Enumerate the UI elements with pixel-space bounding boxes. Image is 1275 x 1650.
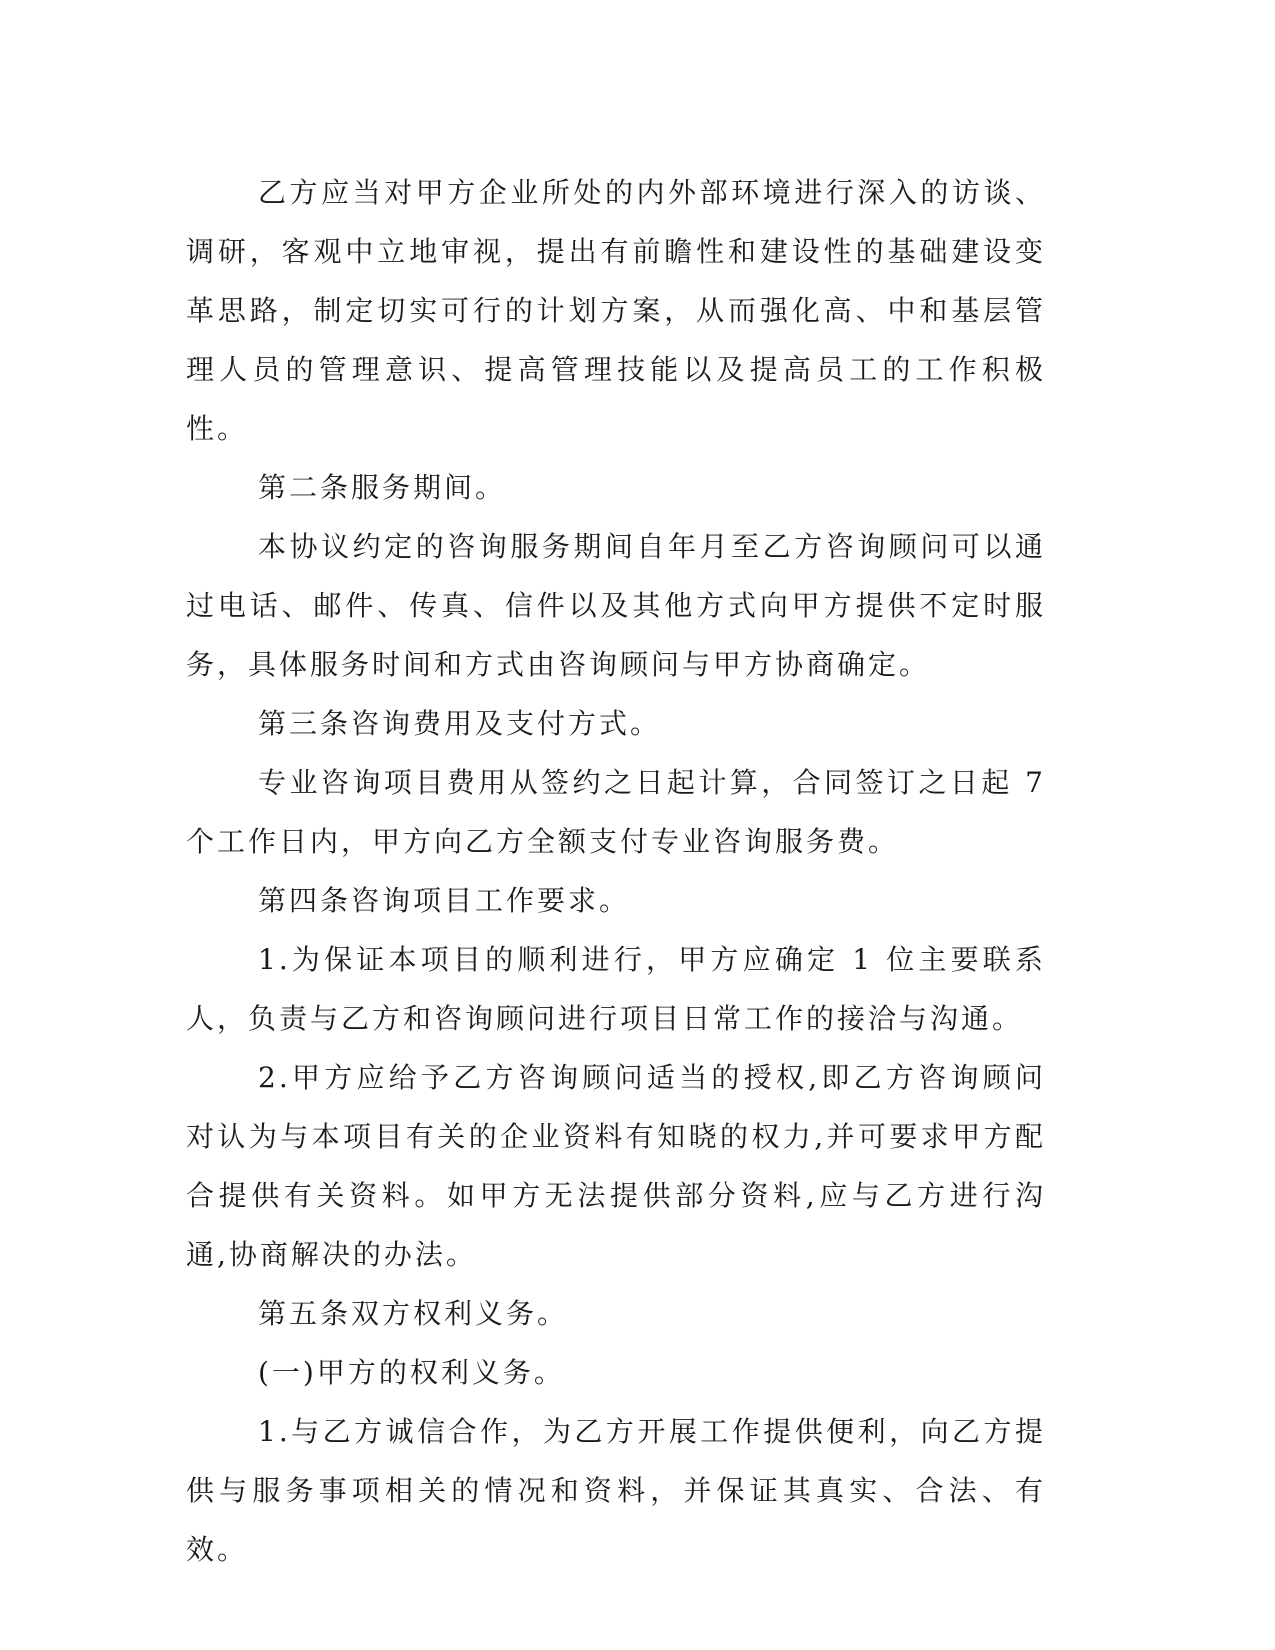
paragraph: 1.为保证本项目的顺利进行，甲方应确定 1 位主要联系人，负责与乙方和咨询顾问进行项目日常工作的接洽与沟通。 — [186, 943, 1046, 1035]
paragraph: 1.与乙方诚信合作，为乙方开展工作提供便利，向乙方提供与服务事项相关的情况和资料，并保证其真实、合法、有效。 — [186, 1415, 1046, 1566]
subsection-heading: (一)甲方的权利义务。 — [258, 1356, 565, 1389]
paragraph: 专业咨询项目费用从签约之日起计算，合同签订之日起 7 个工作日内，甲方向乙方全额支付专业咨询服务费。 — [186, 766, 1046, 858]
paragraph: 2.甲方应给予乙方咨询顾问适当的授权,即乙方咨询顾问对认为与本项目有关的企业资料有知晓的权力,并可要求甲方配合提供有关资料。如甲方无法提供部分资料,应与乙方进行沟通,协商解决的办法。 — [186, 1061, 1046, 1271]
paragraph: 乙方应当对甲方企业所处的内外部环境进行深入的访谈、调研，客观中立地审视，提出有前瞻性和建设性的基础建设变革思路，制定切实可行的计划方案，从而强化高、中和基层管理人员的管理意识、提高管理技能以及提高员工的工作积极性。 — [186, 176, 1046, 445]
section-heading: 第三条咨询费用及支付方式。 — [258, 707, 662, 740]
section-heading: 第二条服务期间。 — [258, 471, 507, 504]
section-heading: 第四条咨询项目工作要求。 — [258, 884, 631, 917]
paragraph: 本协议约定的咨询服务期间自年月至乙方咨询顾问可以通过电话、邮件、传真、信件以及其他方式向甲方提供不定时服务，具体服务时间和方式由咨询顾问与甲方协商确定。 — [186, 530, 1046, 681]
document-body — [186, 163, 1046, 1579]
section-heading: 第五条双方权利义务。 — [258, 1297, 569, 1330]
